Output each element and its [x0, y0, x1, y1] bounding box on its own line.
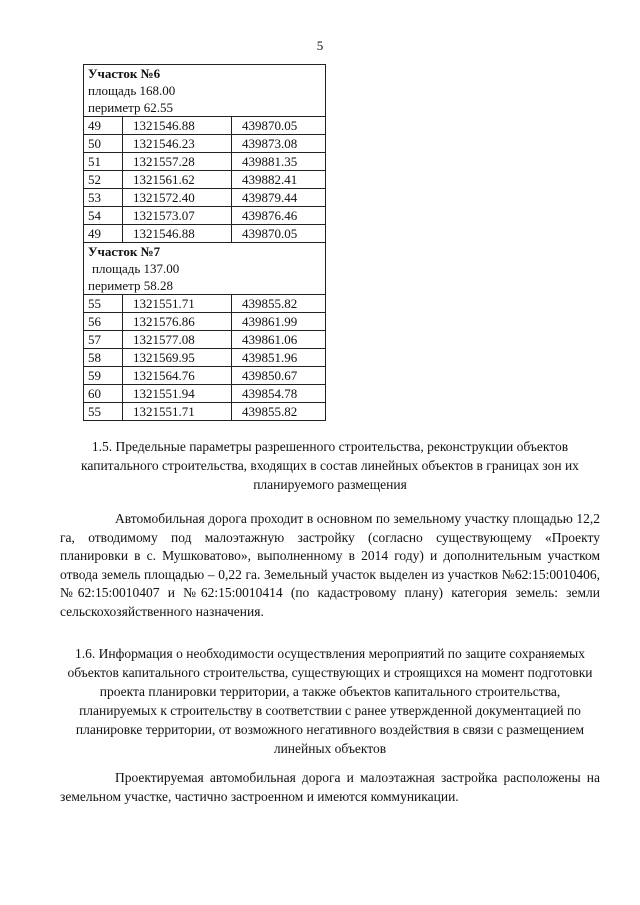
table-row [84, 171, 326, 189]
x-coordinate: 1321546.88 [133, 226, 195, 241]
x-coordinate: 1321573.07 [133, 208, 195, 223]
point-number: 57 [84, 331, 123, 349]
group-perimeter: периметр 62.55 [88, 100, 174, 115]
table-row [84, 225, 326, 243]
y-coordinate: 439855.82 [242, 404, 298, 419]
section-1-6-text: Проектируемая автомобильная дорога и малоэтажная застройка расположены на земельном участке, частично застроенном и имеются коммуникации. [60, 770, 600, 804]
coordinates-table [83, 64, 326, 421]
point-number: 58 [84, 349, 123, 367]
group-header [84, 243, 326, 295]
group-header-row [84, 65, 326, 117]
point-number: 59 [84, 367, 123, 385]
y-coordinate: 439882.41 [242, 172, 298, 187]
y-coordinate: 439851.96 [242, 350, 298, 365]
point-number: 49 [84, 225, 123, 243]
table-row [84, 207, 326, 225]
point-number: 53 [84, 189, 123, 207]
group-title: Участок №7 [88, 244, 161, 259]
table-row [84, 331, 326, 349]
y-coordinate: 439876.46 [242, 208, 298, 223]
table-row [84, 189, 326, 207]
point-number: 51 [84, 153, 123, 171]
page-number: 5 [316, 38, 324, 53]
table-row [84, 385, 326, 403]
x-coordinate: 1321551.71 [133, 296, 195, 311]
y-coordinate: 439870.05 [242, 118, 298, 133]
group-area: площадь 168.00 [88, 83, 176, 98]
point-number: 55 [84, 295, 123, 313]
point-number: 49 [84, 117, 123, 135]
point-number: 55 [84, 403, 123, 421]
y-coordinate: 439873.08 [242, 136, 298, 151]
x-coordinate: 1321561.62 [133, 172, 195, 187]
point-number: 54 [84, 207, 123, 225]
point-number: 60 [84, 385, 123, 403]
section-1-5-text: Автомобильная дорога проходит в основном по земельному участку площадью 12,2 га, отводимому под малоэтажную застройку (согласно существующему «Проекту планировки в с. Мушковатово», выполненному в 2014 году) и дополнительным участком отвода земель площадью – 0,22 га. Земельный участок выделен из участков №62:15:0010406, №62:15:0010407 и №62:15:0010414 (по кадастровому плану) категория земель: земли сельскохозяйственного назначения. [60, 511, 600, 619]
x-coordinate: 1321551.71 [133, 404, 195, 419]
x-coordinate: 1321569.95 [133, 350, 195, 365]
table-row [84, 117, 326, 135]
table-row [84, 403, 326, 421]
y-coordinate: 439870.05 [242, 226, 298, 241]
x-coordinate: 1321572.40 [133, 190, 195, 205]
y-coordinate: 439881.35 [242, 154, 298, 169]
group-header [84, 65, 326, 117]
table-row [84, 135, 326, 153]
x-coordinate: 1321577.08 [133, 332, 195, 347]
x-coordinate: 1321576.86 [133, 314, 195, 329]
x-coordinate: 1321564.76 [133, 368, 195, 383]
y-coordinate: 439861.99 [242, 314, 298, 329]
section-1-5-heading: 1.5. Предельные параметры разрешенного строительства, реконструкции объектов капитального строительства, входящих в состав линейных объектов в границах зон их планируемого размещения [81, 439, 579, 492]
x-coordinate: 1321551.94 [133, 386, 195, 401]
group-area: площадь 137.00 [92, 261, 180, 276]
table-row [84, 295, 326, 313]
x-coordinate: 1321546.88 [133, 118, 195, 133]
group-header-row [84, 243, 326, 295]
section-1-6-heading: 1.6. Информация о необходимости осуществления мероприятий по защите сохраняемых объектов капитального строительства, существующих и строящихся на момент подготовки проекта планировки территории, а также объектов капитального строительства, планируемых к строительству в соответствии с ранее утвержденной документацией по планировке территории, от возможного негативного воздействия в связи с размещением линейных объектов [67, 646, 593, 756]
table-row [84, 313, 326, 331]
point-number: 56 [84, 313, 123, 331]
y-coordinate: 439850.67 [242, 368, 298, 383]
group-title: Участок №6 [88, 66, 161, 81]
y-coordinate: 439879.44 [242, 190, 298, 205]
x-coordinate: 1321546.23 [133, 136, 195, 151]
x-coordinate: 1321557.28 [133, 154, 195, 169]
table-row [84, 153, 326, 171]
point-number: 50 [84, 135, 123, 153]
y-coordinate: 439854.78 [242, 386, 298, 401]
point-number: 52 [84, 171, 123, 189]
group-perimeter: периметр 58.28 [88, 278, 174, 293]
table-row [84, 367, 326, 385]
y-coordinate: 439861.06 [242, 332, 298, 347]
table-row [84, 349, 326, 367]
y-coordinate: 439855.82 [242, 296, 298, 311]
